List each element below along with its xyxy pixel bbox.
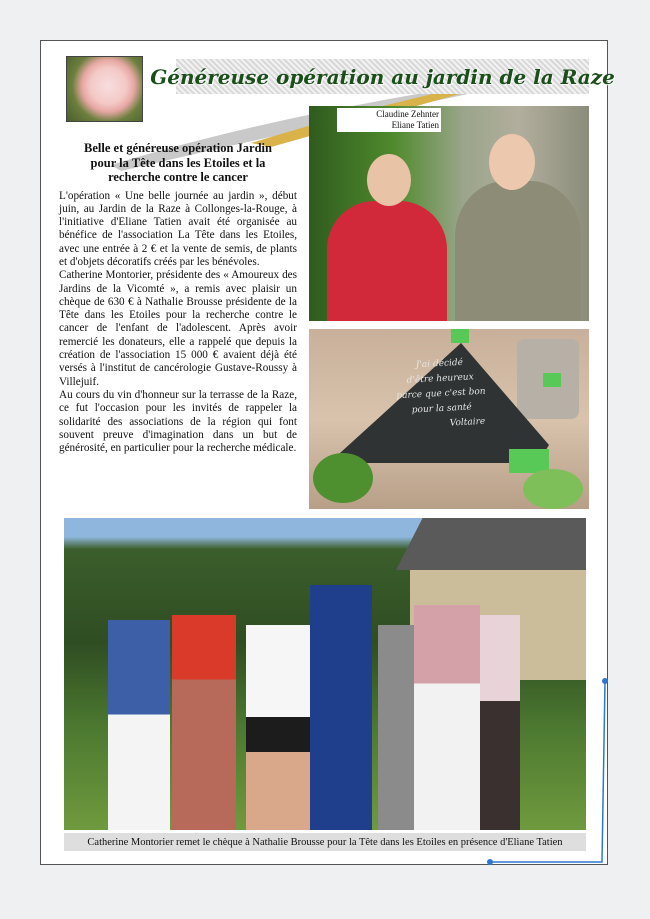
slate-line-4: pour la santé: [411, 402, 472, 416]
person-blue-top: [108, 620, 170, 830]
slate-line-3: parce que c'est bon: [396, 386, 486, 402]
woman-red-cardigan: [327, 201, 447, 321]
slate-line-1: J'ai décidé: [415, 357, 464, 371]
succulent-plant-1: [313, 453, 373, 503]
slate-line-5: Voltaire: [449, 416, 486, 429]
group-photo-caption: Catherine Montorier remet le chèque à Nathalie Brousse pour la Tête dans les Etoiles en présence d'Eliane Tatien: [64, 833, 586, 851]
person-red-top: [172, 615, 236, 830]
slate-quote-text: [379, 354, 503, 435]
article-paragraph-1: L'opération « Une belle journée au jardin », début juin, au Jardin de la Raze à Collonges-la-Rouge, à l'initiative d'Eliane Tatien avait été organisée au bénéfice de l'association La Tête dans les Etoiles, avec une entrée à 2 € et la vente de semis, de plants et d'objets décoratifs créés par les bénévoles.: [59, 189, 297, 268]
woman-floral-blouse: [455, 181, 581, 321]
slate-line-2: d'être heureux: [406, 372, 474, 386]
woman-2-head: [489, 134, 535, 190]
person-blue-dress: [310, 585, 372, 830]
photo-two-women: [309, 106, 589, 321]
plant-label-1: [451, 329, 469, 343]
caption-name-2: Eliane Tatien: [391, 120, 439, 130]
photo-top-caption: [337, 108, 441, 132]
article-paragraph-2: Catherine Montorier, présidente des « Amoureux des Jardins de la Vicomté », a remis avec plaisir un chèque de 630 € à Nathalie Brousse présidente de la Tête dans les Etoiles pour la recherche contre le cancer de l'enfant de l'adolescent. Après avoir remercié les donateurs, elle a rappelé que depuis la création de l'association 15 000 € avaient déjà été versés à l'institut de cancérologie Gustave-Roussy à Villejuif.: [59, 269, 297, 388]
page-title: Généreuse opération au jardin de la Raze: [150, 64, 615, 89]
photo-slate-quote: [309, 329, 589, 509]
woman-1-head: [367, 154, 411, 206]
succulent-plant-2: [523, 469, 583, 509]
article: [59, 141, 297, 455]
plant-label-2: [543, 373, 561, 387]
decorative-corner-line: [440, 676, 620, 876]
person-white-top: [246, 625, 310, 830]
article-paragraph-3: Au cours du vin d'honneur sur la terrasse de la Raze, ce fut l'occasion pour les invités de rappeler la solidarité des associations de la région qui font souvent preuve d'imagination dans un but de générosité, en particulier pour la recherche médicale.: [59, 388, 297, 455]
shed-roof: [396, 518, 586, 570]
article-heading: Belle et généreuse opération Jardin pour la Tête dans les Etoiles et la recherche contre le cancer: [84, 141, 272, 184]
title-band: [150, 59, 615, 94]
rose-logo-image: [66, 56, 143, 122]
caption-name-1: Claudine Zehnter: [376, 109, 439, 119]
